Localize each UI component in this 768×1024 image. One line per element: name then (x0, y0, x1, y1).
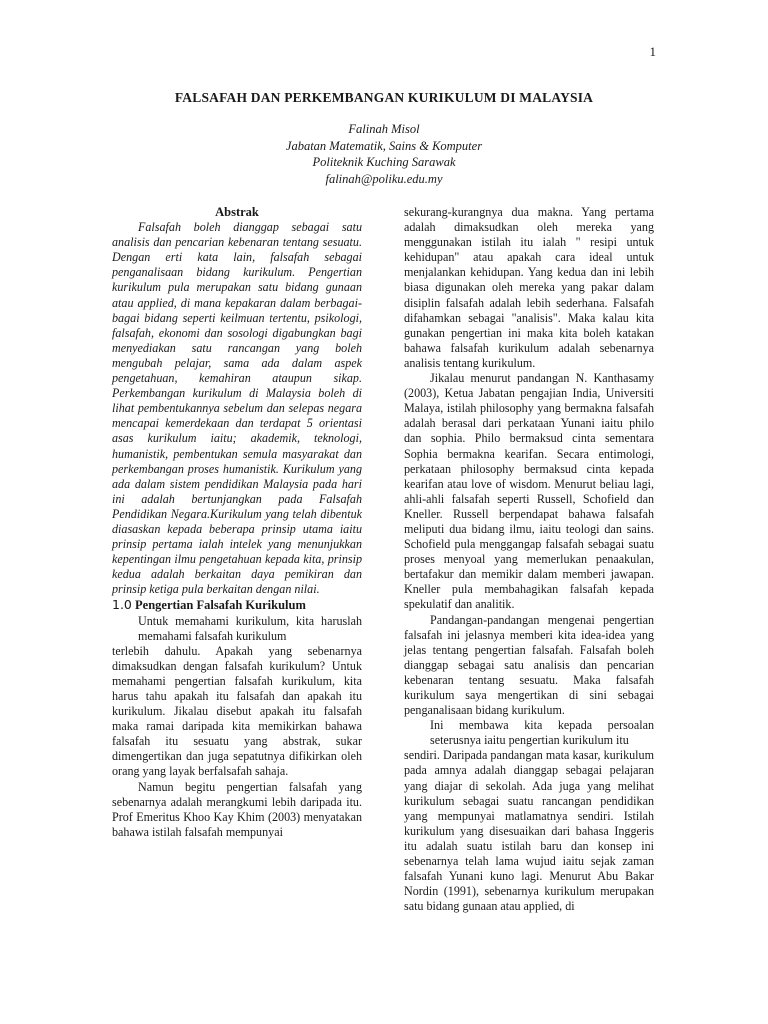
author-department: Jabatan Matematik, Sains & Komputer (285, 138, 483, 153)
abstract-body: Falsafah boleh dianggap sebagai satu analisis dan pencarian kebenaran tentang sesuatu. Dengan erti kata lain, falsafah sebagai penganalisaan bidang kurikulum. Pengertian kurikulum pula merupakan satu bidang gunaan atau applied, di mana kepakaran dalam berbagai-bagai bidang seperti keilmuan tertentu, psikologi, falsafah, ekonomi dan sosologi digabungkan bagi menyediakan satu rancangan yang boleh mengubah pelajar, sama ada dalam aspek pengetahuan, kemahiran ataupun sikap. Perkembangan kurikulum di Malaysia boleh di lihat pembentukannya sebelum dan selepas negara mencapai kemerdekaan dan terdapat 5 orientasi asas kurikulum iaitu; akademik, teknologi, humanistik, pembentukan semula masyarakat dan perkembangan proses humanistik. Kurikulum yang ada dalam sistem pendidikan Malaysia pada hari ini adalah bertunjangkan pada Falsafah Pendidikan Negara.Kurikulum yang telah dibentuk diasaskan kepada beberapa prinsip utama iaitu prinsip pertama ialah intelek yang menunjukkan kepentingan ilmu pengetahuan kepada kita, prinsip kedua adalah berkaitan daya pemikiran dan prinsip ketiga pula berkaitan dengan nilai. (112, 220, 362, 597)
section-intro-line: Untuk memahami kurikulum, kita haruslah memahami falsafah kurikulum (138, 613, 362, 643)
right-paragraph-1: sekurang-kurangnya dua makna. Yang pertama adalah dimaksudkan oleh mereka yang menggunakan istilah itu ialah " resipi untuk kehidupan" atau apakah cara ideal untuk menjalankan kehidupan. Yang kedua dan ini lebih biasa digunakan oleh mereka yang pakar dalam disiplin falsafah adalah lebih sederhana. Falsafah difahamkan sebagai "analisis". Maka kalau kita gunakan pengertian ini maka kita boleh katakan bahawa falsafah kurikulum adalah sebenarnya analisis tentang kurikulum. (404, 205, 654, 370)
section-number: 1.0 (112, 597, 132, 613)
left-column (112, 205, 362, 840)
paper-title: FALSAFAH DAN PERKEMBANGAN KURIKULUM DI MALAYSIA (174, 90, 594, 105)
author-institution: Politeknik Kuching Sarawak (312, 155, 456, 169)
section-paragraph-1: terlebih dahulu. Apakah yang sebenarnya dimaksudkan dengan falsafah kurikulum? Untuk memahami pengertian falsafah kurikulum, kita harus tahu apakah itu falsafah dan apakah itu kurikulum. Jikalau disebut apakah itu falsafah maka ramai daripada kita memikirkan bahawa falsafah itu sesuatu yang abstrak, sukar dimengertikan dan juga sepatutnya difikirkan oleh orang yang layak berfalsafah sahaja. (112, 643, 362, 779)
author-name: Falinah Misol (348, 122, 420, 136)
section-heading (112, 597, 362, 613)
right-paragraph-3: Pandangan-pandangan mengenai pengertian falsafah ini jelasnya memberi kita idea-idea yang jelas tentang pengertian falsafah. Falsafah boleh dianggap sebagai satu analisis dan pencarian kebenaran tentang sesuatu. Maka falsafah kurikulum saya mengertikan di sini sebagai penganalisaan bidang kurikulum. (404, 612, 654, 718)
abstract-heading: Abstrak (215, 205, 259, 219)
page-number: 1 (649, 44, 656, 59)
right-column (404, 205, 654, 914)
right-paragraph-4: sendiri. Daripada pandangan mata kasar, kurikulum pada amnya adalah dianggap sebagai pelajaran yang diajar di sekolah. Ada juga yang melihat kurikulum sebagai suatu rancangan pendidikan yang mempunyai matlamatnya sendiri. Istilah kurikulum yang disesuaikan dari bahasa Inggeris itu adalah suatu istilah baru dan konsep ini sebenarnya telah lama wujud iaitu sejak zaman falsafah Yunani kuno lagi. Menurut Abu Bakar Nordin (1991), sebenarnya kurikulum merupakan satu bidang gunaan atau applied, di (404, 748, 654, 914)
right-paragraph-4-intro: Ini membawa kita kepada persoalan seterusnya iaitu pengertian kurikulum itu (430, 718, 654, 748)
right-paragraph-2: Jikalau menurut pandangan N. Kanthasamy (2003), Ketua Jabatan pengajian India, Universiti Malaya, istilah philosophy yang bermakna falsafah adalah berasal dari perkataan Yunani iaitu philo dan sophia. Philo bermaksud cinta sementara Sophia bermakna kearifan. Secara entimologi, perkataan philosophy bermaksud cinta kepada kearifan atau love of wisdom. Menurut beliau lagi, ahli-ahli falsafah seperti Russell, Schofield dan Kneller. Russell berpendapat bahawa falsafah meliputi dua bidang ilmu, iaitu teologi dan sains. Schofield pula menggangap falsafah sebagai suatu proses menyoal yang memerlukan penaakulan, bertafakur dan memikir dalam memberi jawapan. Kneller pula membahagikan falsafah kepada spekulatif dan analitik. (404, 371, 654, 612)
section-title: Pengertian Falsafah Kurikulum (135, 598, 306, 613)
author-block (0, 121, 768, 187)
author-email: falinah@poliku.edu.my (325, 171, 443, 186)
section-paragraph-2: Namun begitu pengertian falsafah yang sebenarnya adalah merangkumi lebih daripada itu. Prof Emeritus Khoo Kay Khim (2003) menyatakan bahawa istilah falsafah mempunyai (112, 779, 362, 839)
